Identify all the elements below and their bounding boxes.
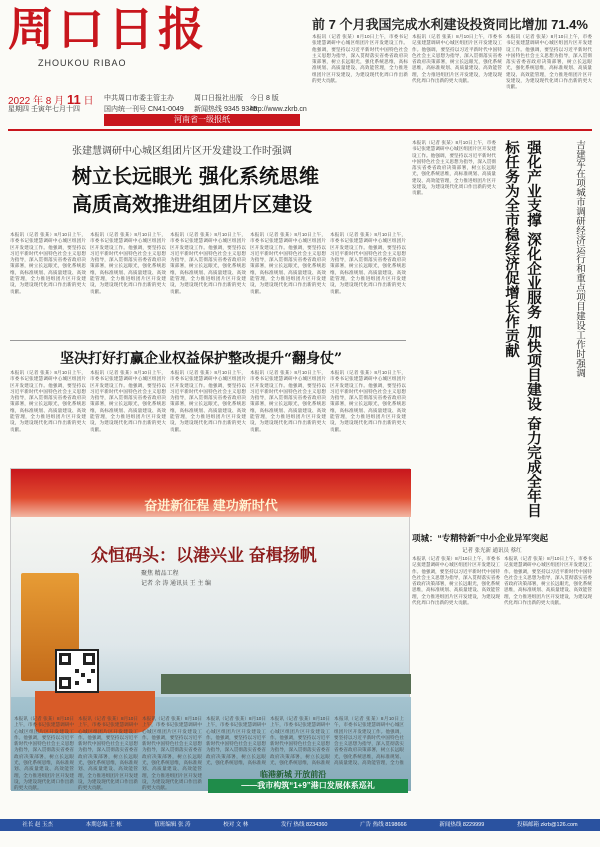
promo-story-col: 本报讯（记者 张某）8月10日上午，市委书记张建慧调研中心城区组团片区开发建设工作。他强调，要坚持以习近平新时代中国特色社会主义思想为指导，深入贯彻落实省委省政府决策部署，树立长远眼光，强化系统思维，高标准规划、高质量建设、高效能管理，全力推进组团片区开发建设，为建设现代化周口作出新的更大贡献。 — [14, 716, 74, 790]
right-credit: 记者 张光新 通讯员 蔡红 — [462, 548, 522, 554]
lead-headline[interactable] — [72, 162, 372, 218]
today-line: http://www.zkrb.cn — [250, 106, 307, 113]
footer-item: 校对 文 林 — [223, 822, 249, 828]
lead-subhead: 张建慧调研中心城区组团片区开发建设工作时强调 — [72, 146, 292, 157]
footer-item: 发行 热线 8234360 — [280, 822, 328, 828]
date-prefix: 2022 年 8 月 — [8, 96, 65, 107]
second-story-col: 本报讯（记者 张某）8月10日上午，市委书记张建慧调研中心城区组团片区开发建设工作。他强调，要坚持以习近平新时代中国特色社会主义思想为指导，深入贯彻落实省委省政府决策部署，树立长远眼光，强化系统思维，高标准规划、高质量建设、高效能管理，全力推进组团片区开发建设，为建设现代化周口作出新的更大贡献。 — [170, 370, 246, 432]
second-story-col: 本报讯（记者 张某）8月10日上午，市委书记张建慧调研中心城区组团片区开发建设工作。他强调，要坚持以习近平新时代中国特色社会主义思想为指导，深入贯彻落实省委省政府决策部署，树立长远眼光，强化系统思维，高标准规划、高质量建设、高效能管理，全力推进组团片区开发建设，为建设现代化周口作出新的更大贡献。 — [250, 370, 326, 432]
second-story-col: 本报讯（记者 张某）8月10日上午，市委书记张建慧调研中心城区组团片区开发建设工作。他强调，要坚持以习近平新时代中国特色社会主义思想为指导，深入贯彻落实省委省政府决策部署，树立长远眼光，强化系统思维，高标准规划、高质量建设、高效能管理，全力推进组团片区开发建设，为建设现代化周口作出新的更大贡献。 — [90, 370, 166, 432]
provincial-badge: 河南省一级报纸 — [104, 114, 300, 126]
second-story-col: 本报讯（记者 张某）8月10日上午，市委书记张建慧调研中心城区组团片区开发建设工作。他强调，要坚持以习近平新时代中国特色社会主义思想为指导，深入贯彻落实省委省政府决策部署，树立长远眼光，强化系统思维，高标准规划、高质量建设、高效能管理，全力推进组团片区开发建设，为建设现代化周口作出新的更大贡献。 — [10, 370, 86, 432]
promo-credit-line: 记者 余 涛 通讯员 王 主 编 — [141, 581, 212, 587]
footer-item: 投稿邮箱 zkrb@126.com — [517, 822, 578, 828]
promo-banner: 奋进新征程 建功新时代 — [11, 469, 411, 517]
right-story-col: 本报讯（记者 张某）8月10日上午，市委书记张建慧调研中心城区组团片区开发建设工作。他强调，要坚持以习近平新时代中国特色社会主义思想为指导，深入贯彻落实省委省政府决策部署，树立长远眼光，强化系统思维，高标准规划、高质量建设、高效能管理，全力推进组团片区开发建设，为建设现代化周口作出新的更大贡献。 — [412, 556, 500, 606]
footer-item: 广告 热线 8198666 — [360, 822, 407, 828]
vertical-subhead: 吉建军在项城市调研经济运行和重点项目建设工作时强调 — [574, 140, 585, 378]
today-info — [250, 93, 307, 115]
second-story-col: 本报讯（记者 张某）8月10日上午，市委书记张建慧调研中心城区组团片区开发建设工作。他强调，要坚持以习近平新时代中国特色社会主义思想为指导，深入贯彻落实省委省政府决策部署，树立长远眼光，强化系统思维，高标准规划、高质量建设、高效能管理，全力推进组团片区开发建设，为建设现代化周口作出新的更大贡献。 — [330, 370, 406, 432]
promo-footer-subtitle: 临港新城 开放前沿 — [260, 770, 327, 779]
masthead-pinyin: ZHOUKOU RIBAO — [38, 58, 127, 68]
top-story-col: 本报讯（记者 张某）8月10日上午，市委书记张建慧调研中心城区组团片区开发建设工作。他强调，要坚持以习近平新时代中国特色社会主义思想为指导，深入贯彻落实省委省政府决策部署，树立长远眼光，强化系统思维，高标准规划、高质量建设、高效能管理，全力推进组团片区开发建设，为建设现代化周口作出新的更大贡献。 — [312, 34, 408, 84]
weekday-line: 星期四 壬寅年七月十四 — [8, 106, 80, 113]
lead-headline-line: 树立长远眼光 强化系统思维 — [72, 164, 319, 188]
vertical-headline[interactable]: 强化产业支撑 深化企业服务 加快项目建设 奋力完成全年目标任务为全市稳经济促增长作贡献 — [503, 140, 542, 518]
right-headline[interactable]: 项城：“专精特新”中小企业异军突起 — [412, 533, 549, 543]
second-headline[interactable]: 坚决打好打赢企业权益保护整改提升“翻身仗” — [60, 351, 343, 367]
vertical-story-col: 本报讯（记者 张某）8月10日上午，市委书记张建慧调研中心城区组团片区开发建设工作。他强调，要坚持以习近平新时代中国特色社会主义思想为指导，深入贯彻落实省委省政府决策部署，树立长远眼光，强化系统思维，高标准规划、高质量建设、高效能管理，全力推进组团片区开发建设，为建设现代化周口作出新的更大贡献。 — [412, 140, 496, 196]
qr-code-icon[interactable] — [55, 649, 99, 693]
masthead-rule — [8, 129, 592, 131]
shore-graphic — [161, 674, 411, 694]
footer-item: 新闻热线 8229999 — [439, 822, 485, 828]
lead-story-col: 本报讯（记者 张某）8月10日上午，市委书记张建慧调研中心城区组团片区开发建设工作。他强调，要坚持以习近平新时代中国特色社会主义思想为指导，深入贯彻落实省委省政府决策部署，树立长远眼光，强化系统思维，高标准规划、高质量建设、高效能管理，全力推进组团片区开发建设，为建设现代化周口作出新的更大贡献。 — [250, 232, 326, 294]
promo-credit — [141, 569, 211, 589]
footer-bar — [0, 819, 600, 831]
top-story-col: 本报讯（记者 张某）8月10日上午，市委书记张建慧调研中心城区组团片区开发建设工作。他强调，要坚持以习近平新时代中国特色社会主义思想为指导，深入贯彻落实省委省政府决策部署，树立长远眼光，强化系统思维，高标准规划、高质量建设、高效能管理，全力推进组团片区开发建设，为建设现代化周口作出新的更大贡献。 — [412, 34, 502, 84]
right-story-col: 本报讯（记者 张某）8月10日上午，市委书记张建慧调研中心城区组团片区开发建设工作。他强调，要坚持以习近平新时代中国特色社会主义思想为指导，深入贯彻落实省委省政府决策部署，树立长远眼光，强化系统思维，高标准规划、高质量建设、高效能管理，全力推进组团片区开发建设，为建设现代化周口作出新的更大贡献。 — [504, 556, 592, 606]
masthead-logo: 周口日报 — [8, 2, 208, 56]
promo-story-col: 本报讯（记者 张某）8月10日上午，市委书记张建慧调研中心城区组团片区开发建设工作。他强调，要坚持以习近平新时代中国特色社会主义思想为指导，深入贯彻落实省委省政府决策部署，树立长远眼光，强化系统思维，高标准规划、高质量建设、高效能管理，全力推 — [334, 716, 404, 766]
top-headline[interactable]: 前 7 个月我国完成水利建设投资同比增加 71.4% — [312, 17, 588, 32]
lead-story-col: 本报讯（记者 张某）8月10日上午，市委书记张建慧调研中心城区组团片区开发建设工作。他强调，要坚持以习近平新时代中国特色社会主义思想为指导，深入贯彻落实省委省政府决策部署，树立长远眼光，强化系统思维，高标准规划、高质量建设、高效能管理，全力推进组团片区开发建设，为建设现代化周口作出新的更大贡献。 — [170, 232, 246, 294]
promo-title: 众恒码头：以港兴业 奋楫扬帆 — [91, 546, 317, 565]
lead-story-col: 本报讯（记者 张某）8月10日上午，市委书记张建慧调研中心城区组团片区开发建设工作。他强调，要坚持以习近平新时代中国特色社会主义思想为指导，深入贯彻落实省委省政府决策部署，树立长远眼光，强化系统思维，高标准规划、高质量建设、高效能管理，全力推进组团片区开发建设，为建设现代化周口作出新的更大贡献。 — [330, 232, 406, 294]
lead-headline-line: 高质高效推进组团片区建设 — [72, 192, 312, 216]
lead-story-col: 本报讯（记者 张某）8月10日上午，市委书记张建慧调研中心城区组团片区开发建设工作。他强调，要坚持以习近平新时代中国特色社会主义思想为指导，深入贯彻落实省委省政府决策部署，树立长远眼光，强化系统思维，高标准规划、高质量建设、高效能管理，全力推进组团片区开发建设，为建设现代化周口作出新的更大贡献。 — [90, 232, 166, 294]
promo-story-col: 本报讯（记者 张某）8月10日上午，市委书记张建慧调研中心城区组团片区开发建设工作。他强调，要坚持以习近平新时代中国特色社会主义思想为指导，深入贯彻落实省委省政府决策部署，树立长远眼光，强化系统思维，高标准规 — [206, 716, 266, 766]
date-suffix: 日 — [83, 96, 94, 107]
date-day: 11 — [66, 92, 81, 107]
footer-item: 本期总编 王 栋 — [85, 822, 122, 828]
promo-story-col: 本报讯（记者 张某）8月10日上午，市委书记张建慧调研中心城区组团片区开发建设工作。他强调，要坚持以习近平新时代中国特色社会主义思想为指导，深入贯彻落实省委省政府决策部署，树立长远眼光，强化系统思维，高标准规 — [270, 716, 330, 766]
promo-credit-line: 聚焦 精品工程 — [141, 571, 179, 577]
lead-story-col: 本报讯（记者 张某）8月10日上午，市委书记张建慧调研中心城区组团片区开发建设工作。他强调，要坚持以习近平新时代中国特色社会主义思想为指导，深入贯彻落实省委省政府决策部署，树立长远眼光，强化系统思维，高标准规划、高质量建设、高效能管理，全力推进组团片区开发建设，为建设现代化周口作出新的更大贡献。 — [10, 232, 86, 294]
sponsor-line: 新闻热线 9345 9345 — [194, 106, 258, 113]
promo-story-col: 本报讯（记者 张某）8月10日上午，市委书记张建慧调研中心城区组团片区开发建设工作。他强调，要坚持以习近平新时代中国特色社会主义思想为指导，深入贯彻落实省委省政府决策部署，树立长远眼光，强化系统思维，高标准规划、高质量建设、高效能管理，全力推进组团片区开发建设，为建设现代化周口作出新的更大贡献。 — [78, 716, 138, 790]
section-divider — [10, 340, 406, 341]
issue-line: 中共周口市委主管主办 — [104, 95, 174, 102]
sponsor-info — [194, 93, 257, 115]
sponsor-line: 周口日报社出版 — [194, 95, 243, 102]
promo-footer-title: ——我市构筑“1+9”港口发展体系巡礼 — [208, 779, 408, 793]
issue-line: 国内统一刊号 CN41-0049 — [104, 106, 184, 113]
today-line: 今日 8 版 — [250, 95, 279, 102]
top-story-col: 本报讯（记者 张某）8月10日上午，市委书记张建慧调研中心城区组团片区开发建设工作。他强调，要坚持以习近平新时代中国特色社会主义思想为指导，深入贯彻落实省委省政府决策部署，树立长远眼光，强化系统思维，高标准规划、高质量建设、高效能管理，全力推进组团片区开发建设，为建设现代化周口作出新的更大贡献。 — [506, 34, 592, 90]
promo-story-col: 本报讯（记者 张某）8月10日上午，市委书记张建慧调研中心城区组团片区开发建设工作。他强调，要坚持以习近平新时代中国特色社会主义思想为指导，深入贯彻落实省委省政府决策部署，树立长远眼光，强化系统思维，高标准规划、高质量建设、高效能管理，全力推进组团片区开发建设，为建设现代化周口作出新的更大贡献。 — [142, 716, 202, 790]
footer-item: 值班编辑 张 涛 — [154, 822, 191, 828]
footer-item: 社长 赵 玉杰 — [22, 822, 53, 828]
